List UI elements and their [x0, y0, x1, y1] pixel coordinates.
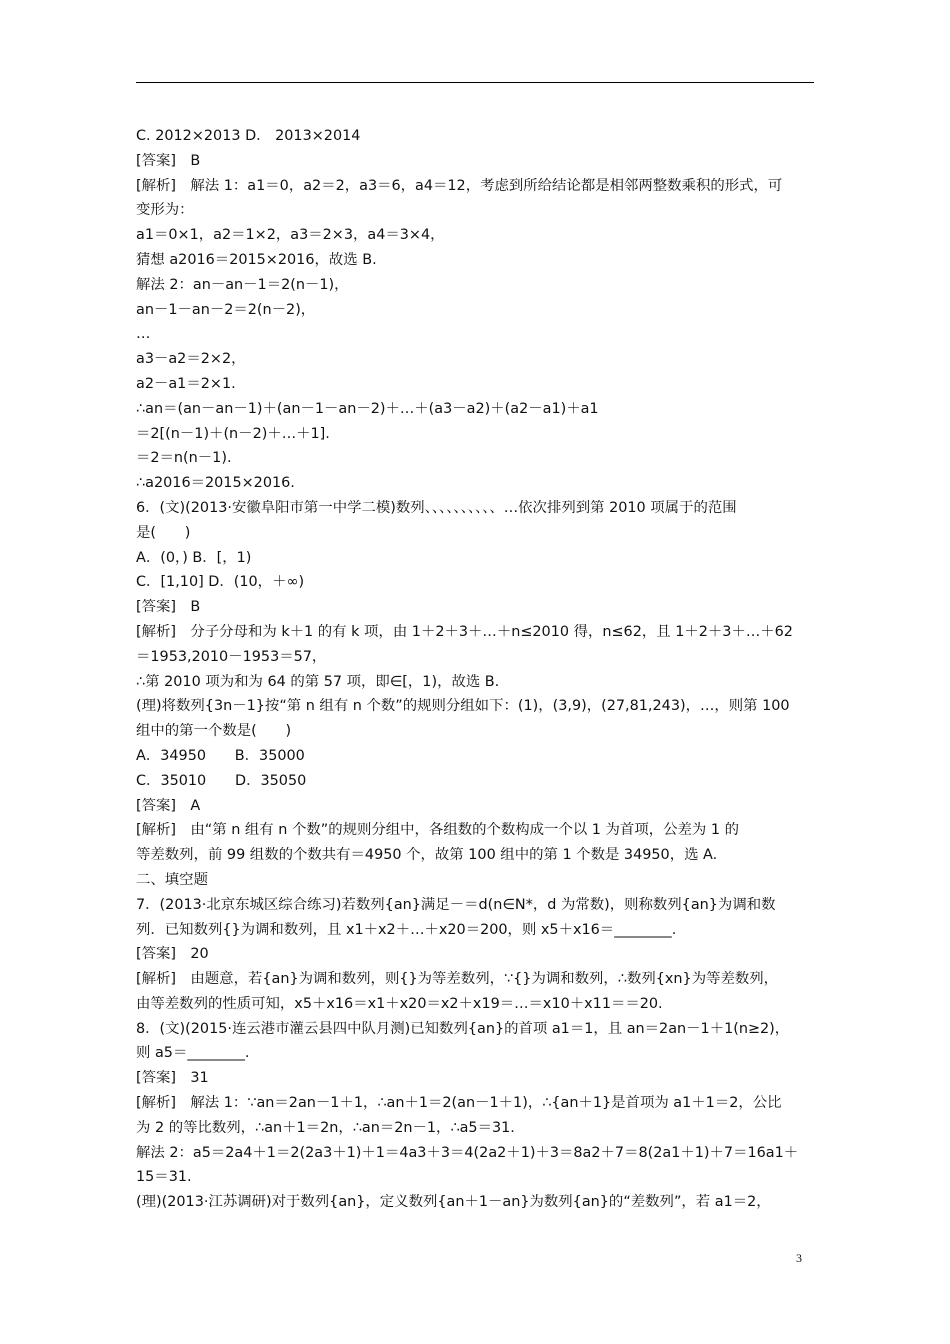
text-line: [答案] 31 — [136, 1070, 209, 1087]
text-line: ＝2[(n－1)＋(n－2)＋…＋1]. — [136, 425, 330, 442]
text-line: A．(0，) B．[，1) — [136, 549, 252, 566]
text-line: ＝2＝n(n－1). — [136, 450, 232, 467]
text-line: [解析] 由“第 n 组有 n 个数”的规则分组中，各组数的个数构成一个以 1 为首项，公差为 1 的 — [136, 822, 739, 839]
text-line: 为 2 的等比数列，∴an＋1＝2n，∴an＝2n－1，∴a5＝31. — [136, 1119, 515, 1136]
text-line: 6．(文)(2013·安徽阜阳市第一中学二模)数列、、、、、、、、、、…依次排列到第 2010 项属于的范围 — [136, 499, 737, 516]
text-line: [答案] 20 — [136, 946, 209, 963]
text-line: (理)将数列{3n－1}按“第 n 组有 n 个数”的规则分组如下：(1)，(3,9)，(27,81,243)，…，则第 100 — [136, 698, 790, 715]
text-line: ∴a2016＝2015×2016. — [136, 475, 295, 492]
text-line: 8．(文)(2015·连云港市灌云县四中队月测)已知数列{an}的首项 a1＝1，且 an＝2an－1＋1(n≥2)， — [136, 1020, 790, 1037]
text-line: [解析] 解法 1：a1＝0，a2＝2，a3＝6，a4＝12，考虑到所给结论都是相邻两整数乘积的形式，可 — [136, 177, 783, 194]
text-line: 15＝31. — [136, 1169, 192, 1186]
text-line: A．34950 B．35000 — [136, 747, 305, 764]
text-line: 解法 2：an－an－1＝2(n－1)， — [136, 276, 349, 293]
text-line: [答案] B — [136, 599, 201, 616]
text-line: 猜想 a2016＝2015×2016，故选 B. — [136, 251, 377, 268]
text-line: [解析] 分子分母和为 k＋1 的有 k 项，由 1＋2＋3＋…＋n≤2010 得，n≤62，且 1＋2＋3＋…＋62 — [136, 623, 793, 640]
text-line: 7．(2013·北京东城区综合练习)若数列{an}满足－＝d(n∈N*，d 为常数)，则称数列{an}为调和数 — [136, 896, 776, 913]
page-number: 3 — [796, 1251, 802, 1265]
text-line: [答案] A — [136, 797, 201, 814]
text-line: a3－a2＝2×2， — [136, 351, 246, 368]
header-rule — [136, 82, 814, 83]
text-line: … — [136, 326, 151, 343]
text-line: ∴第 2010 项为和为 64 的第 57 项，即∈[，1)，故选 B. — [136, 673, 500, 690]
text-line: ＝1953,2010－1953＝57， — [136, 648, 327, 665]
text-line: a1＝0×1，a2＝1×2，a3＝2×3，a4＝3×4， — [136, 227, 445, 244]
text-line: 则 a5＝________. — [136, 1045, 250, 1062]
text-line: [答案] B — [136, 152, 201, 169]
text-line: C．35010 D．35050 — [136, 772, 307, 789]
text-line: 二、填空题 — [136, 871, 208, 888]
text-line: 等差数列，前 99 组数的个数共有＝4950 个，故第 100 组中的第 1 个数是 34950，选 A. — [136, 847, 718, 864]
text-line: [解析] 由题意，若{an}为调和数列，则{}为等差数列，∵{}为调和数列，∴数列{xn}为等差数列， — [136, 971, 779, 988]
text-line: 变形为： — [136, 202, 194, 219]
text-line: 是( ) — [136, 524, 191, 541]
text-line: C. 2012×2013 D． 2013×2014 — [136, 128, 361, 144]
text-line: [解析] 解法 1：∵an＝2an－1＋1，∴an＋1＝2(an－1＋1)，∴{an＋1}是首项为 a1＋1＝2，公比 — [136, 1095, 782, 1112]
text-line: ∴an＝(an－an－1)＋(an－1－an－2)＋…＋(a3－a2)＋(a2－a1)＋a1 — [136, 400, 599, 417]
page-content — [136, 124, 816, 1215]
text-line: 列．已知数列{}为调和数列，且 x1＋x2＋…＋x20＝200，则 x5＋x16＝________. — [136, 921, 677, 938]
text-line: 组中的第一个数是( ) — [136, 723, 292, 740]
text-line: (理)(2013·江苏调研)对于数列{an}，定义数列{an＋1－an}为数列{an}的“差数列”，若 a1＝2， — [136, 1194, 771, 1211]
text-line: 由等差数列的性质可知，x5＋x16＝x1＋x20＝x2＋x19＝…＝x10＋x11＝＝20. — [136, 995, 663, 1012]
text-line: an－1－an－2＝2(n－2)， — [136, 301, 316, 318]
text-line: C．[1,10] D．(10，＋∞) — [136, 574, 305, 591]
text-line: 解法 2：a5＝2a4＋1＝2(2a3＋1)＋1＝4a3＋3＝4(2a2＋1)＋3＝8a2＋7＝8(2a1＋1)＋7＝16a1＋ — [136, 1144, 799, 1161]
text-line: a2－a1＝2×1. — [136, 375, 236, 392]
